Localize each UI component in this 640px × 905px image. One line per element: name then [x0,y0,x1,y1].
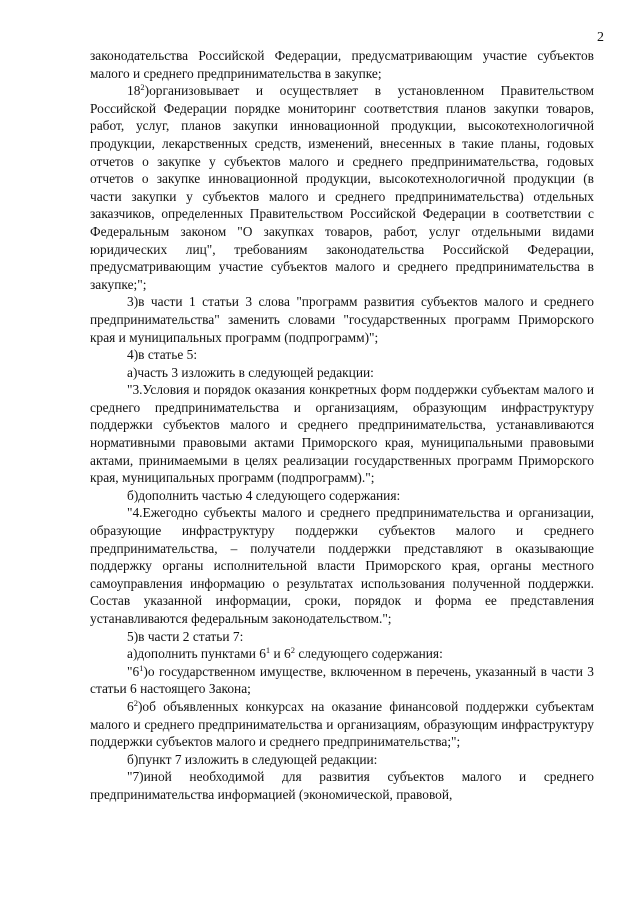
document-body [90,47,594,804]
paragraph-item-5: 5)в части 2 статьи 7: [127,628,244,644]
paragraph-point-6-2: $6^2)об$ объявленных конкурсах на оказание финансовой поддержки субъектам малого и среднего предпринимательства и организациям, образующим инфраструктуру поддержки субъектов малого и среднего предпринимательства;"; [90,697,594,750]
page-number: 2 [597,30,604,45]
paragraph-item-18-2: $18^2)организовывает$ и осуществляет в установленном Правительством Российской Федерации порядке мониторинг соответствия планов закупки товаров, работ, услуг, планов закупки инновационной продукции, высокотехнологичной продукции, лекарственных средств, изменений, внесенных в такие планы, годовых отчетов о закупке у субъектов малого и среднего предпринимательства, годовых отчетов о закупке инновационной продукции, высокотехнологичной продукции (в части закупки у субъектов малого и среднего предпринимательства) отдельных заказчиков, определенных Правительством Российской Федерации в соответствии с Федеральным законом "О закупках товаров, работ, услуг отдельными видами юридических лиц", требованиям законодательства Российской Федерации, предусматривающим участие субъектов малого и среднего предпринимательства в закупке;"; [90,82,594,292]
paragraph-item-4: 4)в статье 5: [127,347,198,363]
paragraph-item-5b: б)пункт 7 изложить в следующей редакции: [127,751,378,767]
paragraph-part-4-text: "4.Ежегодно субъекты малого и среднего предпринимательства и организации, образующие инфраструктуру поддержки субъектов малого и среднего предпринимательства, – получатели поддержки представляют в оказывающие поддержку органы исполнительной власти Приморского края, органы местного самоуправления информацию о результатах использования полученной поддержки. Состав указанной информации, сроки, порядок и форма ее представления устанавливаются федеральным законодательством."; [90,505,594,626]
paragraph-continuation: законодательства Российской Федерации, предусматривающим участие субъектов малого и среднего предпринимательства в закупке; [90,48,594,81]
paragraph-item-4a: а)часть 3 изложить в следующей редакции: [127,364,374,380]
paragraph-item-5a: а)дополнить пунктами $6^1$ и $6^2$ следующего содержания: [127,645,443,662]
paragraph-item-3: 3)в части 1 статьи 3 слова "программ развития субъектов малого и среднего предпринимательства" заменить словами "государственных программ Приморского края и муниципальных программ (подпрограмм)"; [90,294,594,345]
paragraph-item-4b: б)дополнить частью 4 следующего содержания: [127,487,401,503]
paragraph-part-3-text: "3.Условия и порядок оказания конкретных форм поддержки субъектам малого и среднего предпринимательства и организациям, образующим инфраструктуру поддержки субъектов малого и среднего предпринимательства, устанавливаются нормативными правовыми актами Приморского края, муниципальными правовыми актами, принимаемыми в целях реализации государственных программ Приморского края, муниципальных программ (подпрограмм)."; [90,382,594,486]
paragraph-point-7-text: "7)иной необходимой для развития субъектов малого и среднего предпринимательства информацией (экономической, правовой, [90,769,594,802]
paragraph-point-6-1: "$6^1)о$ государственном имуществе, включенном в перечень, указанный в части 3 статьи 6 настоящего Закона; [90,662,594,697]
